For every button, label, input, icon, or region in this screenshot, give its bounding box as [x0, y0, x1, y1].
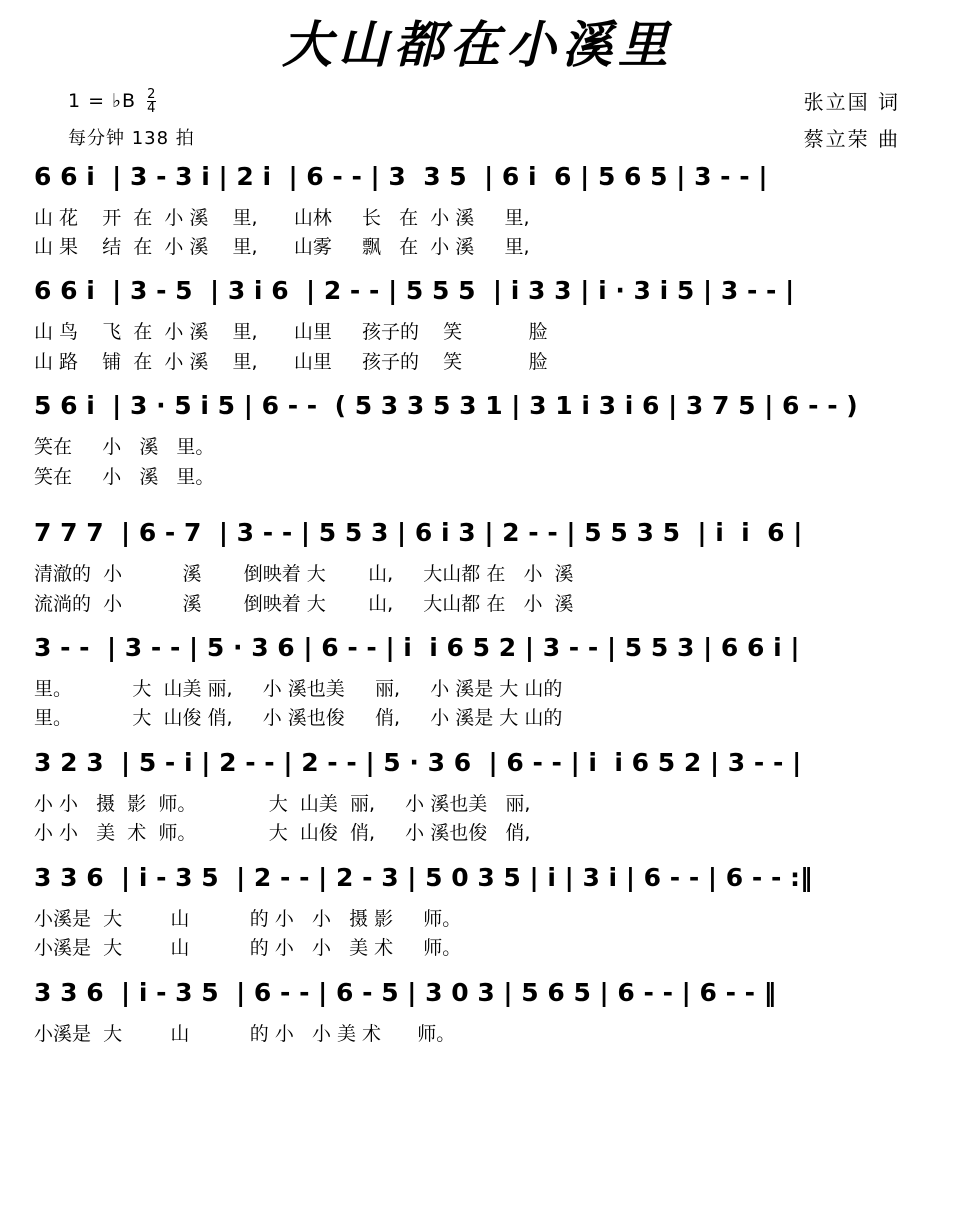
music-system	[28, 514, 928, 619]
key-signature-text: 1 = ♭B	[68, 89, 137, 112]
lyric-line: 山 花 开 在 小 溪 里, 山林 长 在 小 溪 里,	[34, 206, 530, 229]
lyrics-block	[28, 790, 928, 849]
lyrics-block	[28, 1020, 928, 1049]
lyrics-block	[28, 433, 928, 492]
notation-line: 3 2 3 | 5 - i | 2 - - | 2 - - | 5 · 3 6 | 6 - - | i i 6 5 2 | 3 - - |	[34, 747, 802, 777]
notation-line: 3 - - | 3 - - | 5 · 3 6 | 6 - - | i i 6 5 2 | 3 - - | 5 5 3 | 6 6 i |	[34, 633, 800, 662]
lyric-line: 山 鸟 飞 在 小 溪 里, 山里 孩子的 笑 脸	[34, 321, 548, 344]
lyrics-block	[28, 560, 928, 619]
music-system	[28, 744, 928, 849]
lyrics-block	[28, 318, 928, 377]
lyric-line: 里。 大 山俊 俏, 小 溪也俊 俏, 小 溪是 大 山的	[34, 707, 563, 730]
lyric-line: 小溪是 大 山 的 小 小 美 术 师。	[34, 1022, 456, 1045]
music-system	[28, 974, 928, 1049]
lyric-line: 山 路 铺 在 小 溪 里, 山里 孩子的 笑 脸	[34, 350, 548, 373]
lyric-line: 小 小 摄 影 师。 大 山美 丽, 小 溪也美 丽,	[34, 792, 531, 815]
credits	[804, 84, 900, 158]
lyric-line: 里。 大 山美 丽, 小 溪也美 丽, 小 溪是 大 山的	[34, 678, 563, 700]
music-system	[28, 272, 928, 377]
notation-line: 5 6 i | 3 · 5 i 5 | 6 - - ( 5 3 3 5 3 1 | 3 1 i 3 i 6 | 3 7 5 | 6 - - )	[34, 391, 858, 421]
sheet-music-page	[0, 16, 956, 1231]
music-system	[28, 158, 928, 263]
lyric-line: 小溪是 大 山 的 小 小 摄 影 师。	[34, 907, 462, 930]
time-signature-denominator: 4	[147, 100, 157, 116]
lyric-line: 小溪是 大 山 的 小 小 美 术 师。	[34, 937, 462, 960]
time-signature-numerator: 2	[147, 86, 157, 102]
notation-line: 7 7 7 | 6 - 7 | 3 - - | 5 5 3 | 6 i 3 | 2 - - | 5 5 3 5 | i i 6 |	[34, 518, 803, 548]
lyric-line: 笑在 小 溪 里。	[34, 465, 215, 488]
notation-line: 6 6 i | 3 - 3 i | 2 i | 6 - - | 3 3 5 | 6 i 6 | 5 6 5 | 3 - - |	[34, 161, 768, 191]
notation-line: 6 6 i | 3 - 5 | 3 i 6 | 2 - - | 5 5 5 | i 3 3 | i · 3 i 5 | 3 - - |	[34, 276, 795, 306]
key-signature	[68, 88, 156, 115]
notation-line: 3 3 6 | i - 3 5 | 6 - - | 6 - 5 | 3 0 3 | 5 6 5 | 6 - - | 6 - - ‖	[34, 977, 777, 1007]
lyricist-credit: 张立国 词	[803, 89, 900, 114]
lyric-line: 流淌的 小 溪 倒映着 大 山, 大山都 在 小 溪	[34, 592, 574, 615]
lyric-line: 笑在 小 溪 里。	[34, 436, 215, 459]
time-signature	[147, 88, 156, 115]
music-system	[28, 629, 928, 734]
lyrics-block	[28, 675, 928, 734]
lyrics-block	[28, 905, 928, 964]
lyric-line: 小 小 美 术 师。 大 山俊 俏, 小 溪也俊 俏,	[34, 822, 531, 845]
music-system	[28, 859, 928, 964]
score-header	[28, 84, 928, 158]
notation-line: 3 3 6 | i - 3 5 | 2 - - | 2 - 3 | 5 0 3 5 | i | 3 i | 6 - - | 6 - - :‖	[34, 862, 813, 892]
tempo-marking: 每分钟 138 拍	[68, 127, 195, 149]
page-title: 大山都在小溪里	[282, 15, 674, 74]
lyric-line: 山 果 结 在 小 溪 里, 山雾 飘 在 小 溪 里,	[34, 235, 530, 258]
music-system	[28, 387, 928, 492]
lyrics-block	[28, 204, 928, 263]
composer-credit: 蔡立荣 曲	[803, 126, 900, 151]
lyric-line: 清澈的 小 溪 倒映着 大 山, 大山都 在 小 溪	[34, 563, 574, 586]
